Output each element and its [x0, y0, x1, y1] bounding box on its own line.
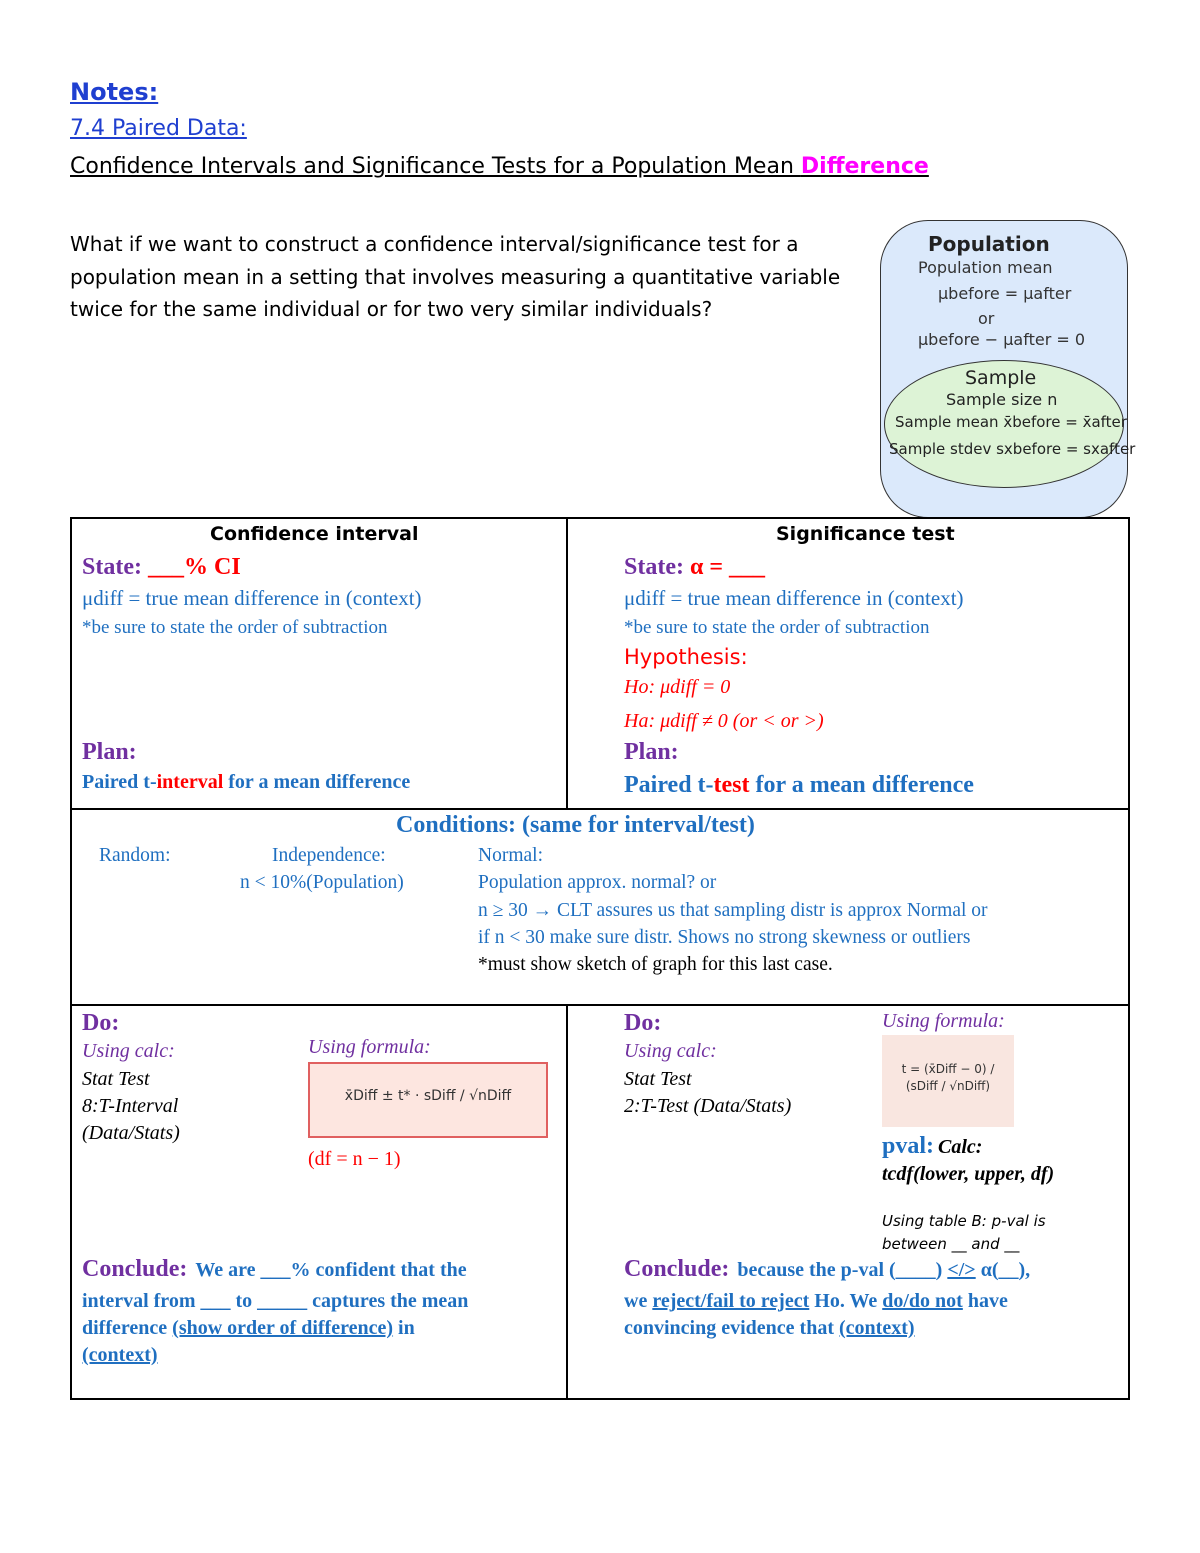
st-pval-calc: Calc: [938, 1136, 983, 1158]
st-conclude [624, 1256, 1030, 1284]
st-conclude-compare: </> [947, 1259, 976, 1281]
st-hypothesis-label: Hypothesis: [624, 645, 748, 669]
st-conclude-label: Conclude: [624, 1256, 730, 1282]
ci-formula: x̄Diff ± t* · sDiff / √nDiff [344, 1088, 512, 1104]
st-conclude-line1-b: α(__), [975, 1259, 1031, 1281]
ci-order-note: *be sure to state the order of subtraction [82, 617, 388, 638]
st-formula-box [882, 1035, 1014, 1127]
intro-question: What if we want to construct a confidence interval/significance test for a population mean in a setting that involves measuring a quantitative variable twice for the same individual or for two very similar individuals? [70, 232, 841, 321]
ci-conclude-line3-b: in [393, 1317, 415, 1339]
ci-conclude-line1: We are ___% confident that the [195, 1259, 467, 1281]
table-divider [70, 1004, 1130, 1006]
ci-formula-box [308, 1062, 548, 1138]
st-conclude-line2-c: have [962, 1290, 1008, 1312]
ci-calc-line3: (Data/Stats) [82, 1122, 180, 1144]
sample-size: Sample size n [946, 390, 1058, 409]
ci-header: Confidence interval [210, 523, 419, 545]
title-highlight: Difference [800, 154, 929, 179]
condition-normal: Normal: [478, 845, 543, 866]
ci-conclude-order: (show order of difference) [172, 1317, 394, 1339]
st-tcdf: tcdf(lower, upper, df) [882, 1163, 1055, 1185]
st-header: Significance test [776, 523, 955, 545]
page-title [70, 154, 929, 179]
table-divider [566, 517, 568, 809]
ci-using-formula: Using formula: [308, 1036, 431, 1058]
st-pval [882, 1133, 982, 1160]
ci-conclude-line3-a: difference [82, 1317, 173, 1339]
st-formula: t = (x̄Diff − 0) / (sDiff / √nDiff) [901, 1062, 995, 1093]
st-null-hypothesis: Ho: μdiff = 0 [624, 676, 731, 698]
ci-plan-key: interval [156, 771, 224, 793]
st-table-b-line1: Using table B: p-val is [882, 1212, 1046, 1230]
ci-plan-prefix: Paired t- [82, 771, 157, 793]
ci-conclude-line2: interval from ___ to _____ captures the mean [82, 1290, 469, 1312]
st-conclude-line2-a: we [624, 1290, 653, 1312]
section-heading: 7.4 Paired Data: [70, 116, 247, 141]
st-pval-label: pval: [882, 1133, 935, 1159]
st-calc-line1: Stat Test [624, 1068, 692, 1090]
st-conclude-line1-a: because the p-val (____) [737, 1259, 948, 1281]
population-or: or [978, 309, 995, 328]
st-conclude-line3-a: convincing evidence that [624, 1317, 839, 1339]
st-plan-suffix: for a mean difference [749, 772, 974, 798]
st-using-formula: Using formula: [882, 1010, 1005, 1032]
st-conclude-do-do-not: do/do not [882, 1290, 963, 1312]
st-state-label: State: [624, 554, 684, 580]
sample-mean: Sample mean x̄before = x̄after [895, 413, 1127, 431]
condition-normal-line4: *must show sketch of graph for this last case. [478, 954, 833, 975]
st-mu-definition: μdiff = true mean difference in (context) [624, 586, 964, 610]
st-conclude-decision: reject/fail to reject [652, 1290, 810, 1312]
population-mean-diff: μbefore − μafter = 0 [918, 330, 1086, 349]
st-plan-label: Plan: [624, 739, 679, 765]
condition-independence-rule: n < 10%(Population) [240, 872, 404, 893]
ci-do-label: Do: [82, 1010, 120, 1036]
population-title: Population [928, 232, 1050, 256]
ci-df-note: (df = n − 1) [308, 1148, 401, 1170]
st-table-b-line2: between __ and __ [882, 1235, 1020, 1253]
ci-using-calc: Using calc: [82, 1040, 175, 1062]
table-divider [70, 808, 1130, 810]
st-calc-line2: 2:T-Test (Data/Stats) [624, 1095, 792, 1117]
st-conclude-line2-b: Ho. We [809, 1290, 883, 1312]
ci-calc-line1: Stat Test [82, 1068, 150, 1090]
sample-stdev: Sample stdev sxbefore = sxafter [889, 440, 1136, 458]
condition-random: Random: [99, 845, 171, 866]
ci-plan-label: Plan: [82, 739, 137, 765]
ci-plan-text [82, 771, 410, 794]
table-divider [566, 1004, 568, 1400]
st-conclude-context: (context) [839, 1317, 915, 1339]
ci-conclude-label: Conclude: [82, 1256, 188, 1282]
conditions-header: Conditions: (same for interval/test) [396, 812, 755, 838]
ci-mu-definition: μdiff = true mean difference in (context) [82, 586, 422, 610]
notes-heading: Notes: [70, 78, 159, 106]
title-prefix: Confidence Intervals and Significance Tests for a Population Mean [70, 154, 801, 179]
st-do-label: Do: [624, 1010, 662, 1036]
ci-state-value: ___% CI [147, 554, 241, 580]
ci-conclude-context: (context) [82, 1344, 158, 1366]
ci-conclude [82, 1256, 467, 1284]
condition-independence: Independence: [272, 845, 386, 866]
population-mean-equal: μbefore = μafter [938, 284, 1072, 303]
ci-state [82, 554, 241, 581]
st-plan-text [624, 772, 974, 799]
st-alt-hypothesis: Ha: μdiff ≠ 0 (or < or >) [624, 710, 824, 732]
st-state [624, 554, 765, 581]
st-table-b [882, 1210, 1046, 1256]
st-using-calc: Using calc: [624, 1040, 717, 1062]
st-plan-prefix: Paired t- [624, 772, 714, 798]
st-conclude-line3 [624, 1315, 915, 1342]
st-order-note: *be sure to state the order of subtraction [624, 617, 930, 638]
condition-normal-line1: Population approx. normal? or [478, 872, 717, 893]
ci-conclude-line3 [82, 1315, 415, 1342]
population-mean-label: Population mean [918, 258, 1053, 277]
st-conclude-line2 [624, 1288, 1008, 1315]
sample-title: Sample [965, 367, 1037, 389]
condition-normal-line2: n ≥ 30 → CLT assures us that sampling distr is approx Normal or [478, 900, 988, 921]
st-plan-key: test [713, 772, 750, 798]
ci-plan-suffix: for a mean difference [223, 771, 411, 793]
ci-calc-line2: 8:T-Interval [82, 1095, 179, 1117]
st-state-value: α = ___ [689, 554, 766, 580]
ci-state-label: State: [82, 554, 142, 580]
condition-normal-line3: if n < 30 make sure distr. Shows no strong skewness or outliers [478, 927, 971, 948]
